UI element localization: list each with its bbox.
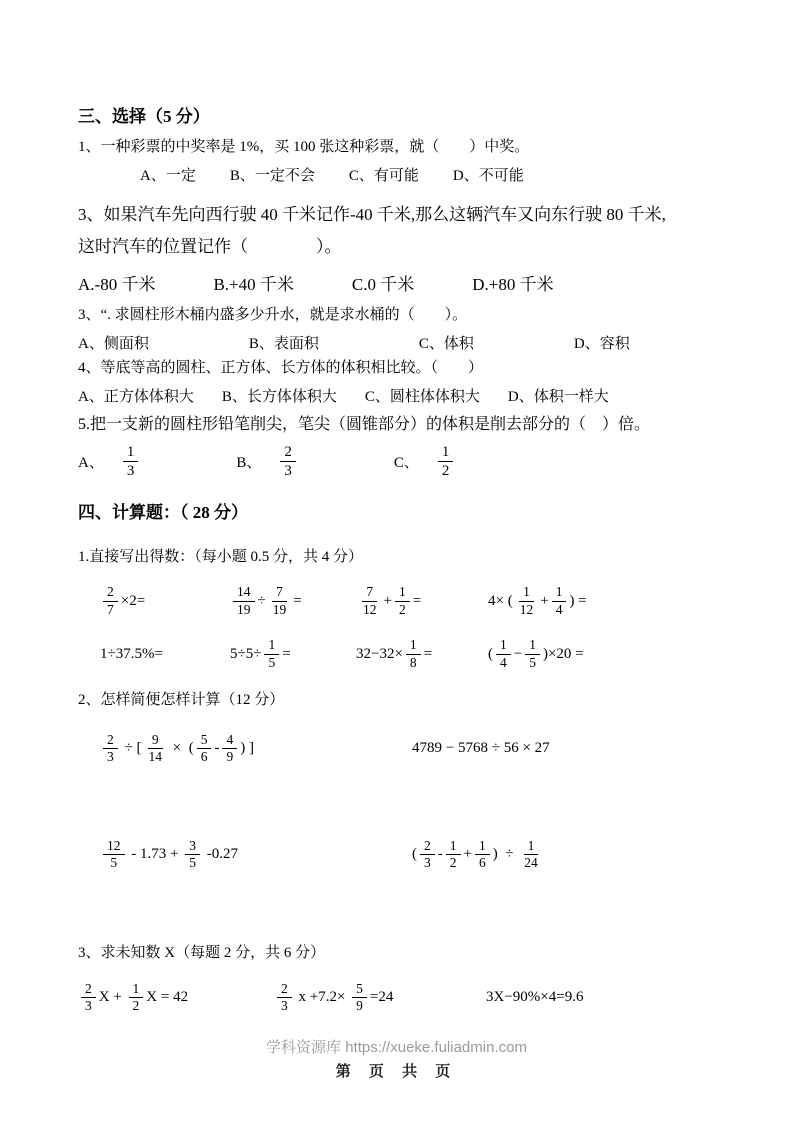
section-choice-title: 三、选择（5 分） [78, 107, 210, 126]
question-1 [78, 137, 735, 185]
math-expression: $\frac{14}{19}$ ÷ $\frac{7}{19}$ = [230, 585, 356, 618]
option-a: A.-80 千米 [78, 274, 156, 294]
option-c: C、圆柱体体积大 [364, 388, 480, 405]
fraction: $\frac{2}{3}$ [277, 444, 299, 480]
option-d: D、不可能 [452, 168, 524, 184]
option-b: B、表面积 [248, 335, 319, 352]
option-d: D.+80 千米 [472, 274, 554, 294]
calc-direct-row2 [78, 631, 735, 678]
option-c: C、体积 [418, 335, 474, 352]
math-expression: $\frac{2}{7}$ ×2= [100, 585, 230, 618]
option-b: B、 $\frac{2}{3}$ [236, 444, 299, 480]
option-d: D、体积一样大 [507, 388, 609, 405]
math-expression: 1÷37.5%= [100, 645, 163, 662]
question-3-text: 3、“. 求圆柱形木桶内盛多少升水，就是求水桶的（ ）。 [78, 306, 468, 323]
source-watermark: 学科资源库 https://xueke.fuliadmin.com [266, 1039, 527, 1056]
calc-solvex-row [78, 974, 735, 1022]
question-4-text: 4、等底等高的圆柱、正方体、长方体的体积相比较。（ ） [78, 359, 484, 376]
question-1-options [78, 164, 735, 185]
math-expression: 4× ( $\frac{1}{12}$ + $\frac{1}{4}$ ) = [488, 584, 587, 617]
question-4-options [78, 385, 735, 406]
option-a: A、侧面积 [78, 335, 149, 352]
page-number-line: 第 页 共 页 [335, 1063, 458, 1080]
question-car-text: 3、如果汽车先向西行驶 40 千米记作-40 千米,那么这辆汽车又向东行驶 80 千米, 这时汽车的位置记作（ ）。 [78, 205, 666, 257]
math-expression: $\frac{2}{3}$ ÷ [ $\frac{9}{14}$ × ( $\frac{5}{6}$ - $\frac{4}{9}$ ) ] [100, 733, 412, 766]
calc-solvex-title: 3、求未知数 X（每题 2 分，共 6 分） [78, 944, 326, 961]
math-expression: $\frac{7}{12}$ + $\frac{1}{2}$ = [363, 584, 422, 617]
question-5 [78, 414, 735, 480]
calc-direct-title: 1.直接写出得数：（每小题 0.5 分，共 4 分） [78, 548, 364, 565]
calc-solvex [78, 941, 735, 1022]
math-expression: 5÷5÷ $\frac{1}{5}$ = [230, 637, 291, 670]
question-5-text: 5.把一支新的圆柱形铅笔削尖，笔尖（圆锥部分）的体积是削去部分的（ ）倍。 [78, 415, 651, 433]
math-expression: $\frac{2}{3}$ x +7.2× $\frac{5}{9}$ =24 [274, 982, 486, 1015]
option-a: A、一定 [140, 168, 196, 184]
math-expression: 32−32× $\frac{1}{8}$ = [356, 637, 433, 670]
question-3-options [78, 332, 735, 353]
option-c: C.0 千米 [351, 274, 415, 294]
question-4 [78, 358, 735, 406]
page-footer [0, 1036, 793, 1081]
option-b: B、一定不会 [229, 168, 315, 184]
math-expression: 3X−90%×4=9.6 [486, 989, 584, 1006]
section-calc-title: 四、计算题：（ 28 分） [78, 502, 248, 522]
math-expression: $\frac{2}{3}$ X + $\frac{1}{2}$ X = 42 [78, 982, 274, 1015]
option-d: D、容积 [573, 335, 630, 352]
question-5-options [78, 444, 735, 480]
option-a: A、正方体体积大 [78, 388, 194, 405]
math-expression: ( $\frac{1}{4}$ − $\frac{1}{5}$ )×20 = [488, 637, 584, 670]
option-c: C、有可能 [348, 168, 419, 184]
question-car [78, 199, 735, 295]
option-b: B.+40 千米 [213, 274, 294, 294]
math-expression: $\frac{12}{5}$ - 1.73 + $\frac{3}{5}$ -0.27 [100, 839, 412, 872]
fraction: $\frac{1}{3}$ [120, 444, 142, 480]
question-1-text: 1、一种彩票的中奖率是 1%，买 100 张这种彩票，就（ ）中奖。 [78, 139, 530, 155]
option-a: A、 $\frac{1}{3}$ [78, 444, 141, 480]
question-car-options [78, 270, 735, 295]
option-b: B、长方体体积大 [221, 388, 337, 405]
math-expression: 4789 − 5768 ÷ 56 × 27 [412, 740, 550, 757]
calc-simplify-row2 [78, 831, 735, 879]
question-3 [78, 305, 735, 353]
math-expression: ( $\frac{2}{3}$ - $\frac{1}{2}$ + $\frac{1}{6}$ ) ÷ $\frac{1}{24}$ [412, 837, 538, 871]
calc-direct [78, 545, 735, 678]
calc-direct-row1 [78, 578, 735, 625]
option-c: C、 $\frac{1}{2}$ [394, 444, 457, 480]
fraction: $\frac{1}{2}$ [435, 444, 457, 480]
calc-simplify-title: 2、怎样简便怎样计算（12 分） [78, 691, 285, 708]
calc-simplify [78, 688, 735, 879]
calc-simplify-row1 [78, 725, 735, 773]
